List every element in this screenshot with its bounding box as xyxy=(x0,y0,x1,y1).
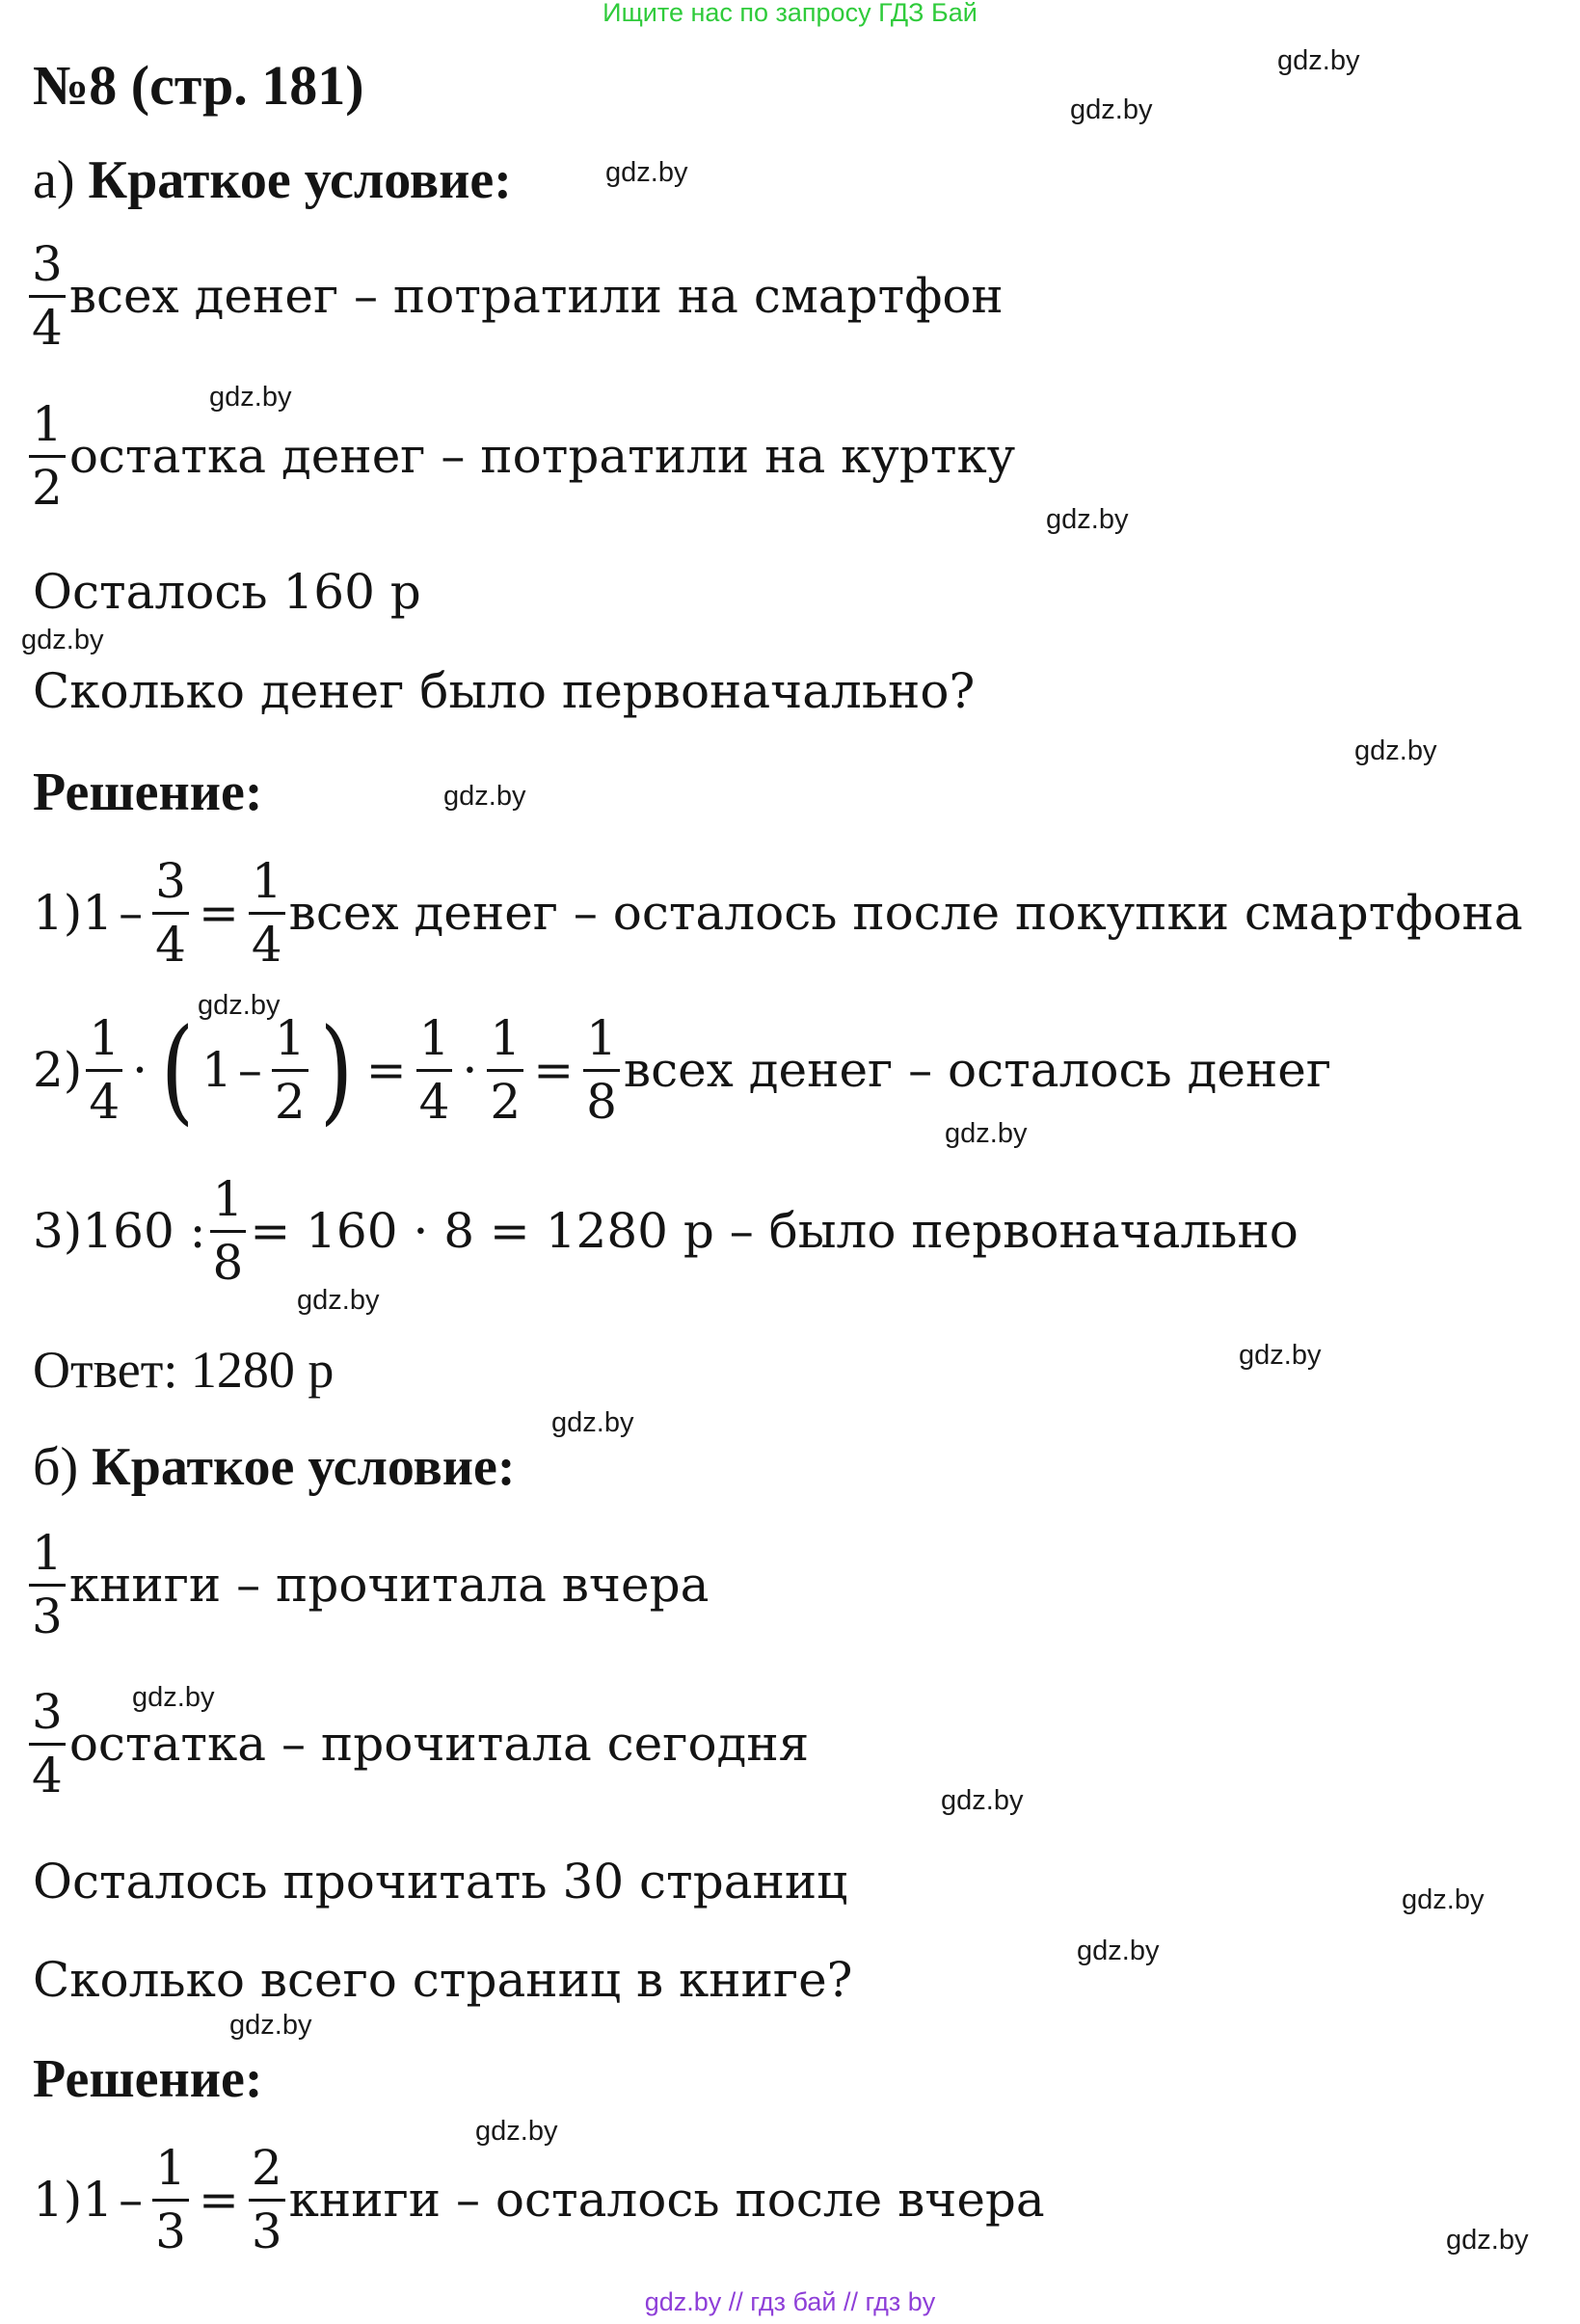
watermark: gdz.by xyxy=(443,781,526,812)
part-a-heading xyxy=(33,149,512,211)
fraction: $\frac{1}{2}$ xyxy=(29,399,66,513)
watermark: gdz.by xyxy=(945,1118,1028,1149)
part-b-step-1: 1) 1 – $\frac{1}{3}$ = $\frac{2}{3}$ книги – осталось после вчера xyxy=(33,2140,1045,2259)
banner-text: Ищите нас по запросу ГДЗ Бай xyxy=(603,0,977,27)
watermark: gdz.by xyxy=(1402,1884,1485,1915)
fraction: $\frac{1}{3}$ xyxy=(29,1528,66,1642)
part-b-question: Сколько всего страниц в книге? xyxy=(33,1952,853,2008)
fraction: $\frac{2}{3}$ xyxy=(249,2143,285,2257)
part-a-remaining: Осталось 160 р xyxy=(33,564,421,620)
part-a-question: Сколько денег было первоначально? xyxy=(33,663,976,719)
watermark: gdz.by xyxy=(1077,1936,1160,1966)
condition-text: книги – прочитала вчера xyxy=(68,1557,710,1613)
fraction: $\frac{1}{2}$ xyxy=(487,1013,523,1127)
watermark: gdz.by xyxy=(1070,94,1153,125)
right-paren: ) xyxy=(319,1003,354,1136)
part-b-prefix: б) xyxy=(33,1437,79,1497)
part-a-heading-label: Краткое условие: xyxy=(88,150,512,210)
left-paren: ( xyxy=(160,1003,195,1136)
fraction: $\frac{1}{2}$ xyxy=(272,1013,308,1127)
watermark: gdz.by xyxy=(475,2116,558,2147)
condition-text: всех денег – потратили на смартфон xyxy=(68,268,1004,324)
condition-text: остатка денег – потратили на куртку xyxy=(68,428,1016,484)
watermark: gdz.by xyxy=(21,625,104,655)
part-b-heading-label: Краткое условие: xyxy=(92,1437,516,1497)
fraction: $\frac{1}{3}$ xyxy=(152,2143,189,2257)
watermark: gdz.by xyxy=(1277,45,1360,76)
part-b-condition-1 xyxy=(25,1525,710,1644)
fraction: $\frac{3}{4}$ xyxy=(152,856,189,970)
fraction: $\frac{3}{4}$ xyxy=(29,1687,66,1801)
fraction: $\frac{1}{8}$ xyxy=(583,1013,620,1127)
part-a-step-1: 1) 1 – $\frac{3}{4}$ = $\frac{1}{4}$ всех денег – осталось после покупки смартфона xyxy=(33,853,1523,973)
part-a-solution-heading: Решение: xyxy=(33,762,263,822)
fraction: $\frac{1}{8}$ xyxy=(210,1174,247,1288)
fraction: $\frac{1}{4}$ xyxy=(249,856,285,970)
watermark: gdz.by xyxy=(132,1682,215,1713)
part-a-step-2: 2) $\frac{1}{4}$ · ( 1 – $\frac{1}{2}$ ) = $\frac{1}{4}$ · $\frac{1}{2}$ = $\frac{1}{8}$ всех денег – осталось денег xyxy=(33,1003,1332,1136)
footer-text: gdz.by // гдз бай // гдз by xyxy=(644,2287,936,2316)
fraction: $\frac{3}{4}$ xyxy=(29,239,66,353)
condition-text: остатка – прочитала сегодня xyxy=(68,1716,810,1772)
watermark: gdz.by xyxy=(941,1785,1024,1816)
fraction: $\frac{1}{4}$ xyxy=(416,1013,453,1127)
watermark: gdz.by xyxy=(1354,735,1437,766)
watermark: gdz.by xyxy=(198,990,281,1021)
watermark: gdz.by xyxy=(209,382,292,413)
problem-title: №8 (стр. 181) xyxy=(33,54,364,117)
part-a-step-3: 3) 160 : $\frac{1}{8}$ = 160 · 8 = 1280 р – было первоначально xyxy=(33,1171,1299,1291)
watermark: gdz.by xyxy=(1446,2225,1529,2256)
watermark: gdz.by xyxy=(1046,504,1129,535)
part-b-remaining: Осталось прочитать 30 страниц xyxy=(33,1854,848,1910)
watermark: gdz.by xyxy=(605,157,688,188)
watermark: gdz.by xyxy=(297,1285,380,1316)
watermark: gdz.by xyxy=(229,2010,312,2041)
part-b-solution-heading: Решение: xyxy=(33,2049,263,2109)
fraction: $\frac{1}{4}$ xyxy=(86,1013,122,1127)
part-a-prefix: а) xyxy=(33,150,75,210)
watermark: gdz.by xyxy=(1239,1340,1322,1371)
part-a-condition-1 xyxy=(25,236,1004,356)
watermark: gdz.by xyxy=(551,1407,634,1438)
part-a-answer: Ответ: 1280 р xyxy=(33,1341,335,1399)
part-b-heading xyxy=(33,1436,516,1498)
